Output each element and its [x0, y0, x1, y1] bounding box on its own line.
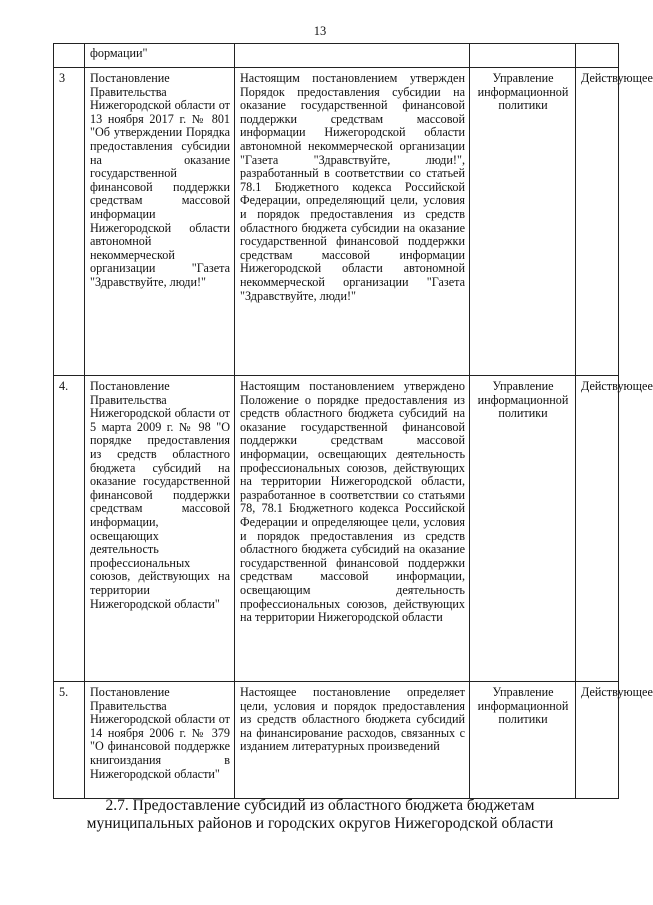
cell-content: Настоящее постановление определяет цели, условия и порядок предоставления из средств областного бюджета субсидий на финансирование расходов, связанных с изданием литературных произведений — [235, 682, 470, 799]
legal-acts-table — [53, 43, 653, 799]
cell-content: Настоящим постановлением утвержден Порядок предоставления субсидии на оказание государственной финансовой поддержки средствам массовой информации Нижегородской области автономной некоммерческой организации "Газета "Здравствуйте, люди!", разработанный в соответствии со статьей 78.1 Бюджетного кодекса Российской Федерации, определяющий цели, условия и порядок предоставления из средств областного бюджета субсидии на оказание государственной финансовой поддержки средствам массовой информации Нижегородской области автономной некоммерческой организации "Газета "Здравствуйте, люди!" — [235, 68, 470, 376]
cell-organization: Управление информационной политики — [470, 68, 576, 376]
cell-status: Действующее — [576, 68, 619, 376]
table-row — [54, 682, 619, 799]
table-row — [54, 68, 619, 376]
cell-organization: Управление информационной политики — [470, 682, 576, 799]
page-number: 13 — [313, 24, 327, 38]
cell-document: Постановление Правительства Нижегородской области от 13 ноября 2017 г. № 801 "Об утверждении Порядка предоставления субсидии на оказание государственной финансовой поддержки средствам массовой информации Нижегородской области автономной некоммерческой организации "Газета "Здравствуйте, люди!" — [85, 68, 235, 376]
cell-content: Настоящим постановлением утверждено Положение о порядке предоставления из средств областного бюджета субсидий на оказание государственной финансовой поддержки средствам массовой информации, освещающих деятельность профессиональных союзов, действующих на территории Нижегородской области, разработанное в соответствии со статьями 78, 78.1 Бюджетного кодекса Российской Федерации и определяющее цели, условия и порядок предоставления из средств областного бюджета субсидий на оказание государственной финансовой поддержки средствам массовой информации, освещающим деятельность профессиональных союзов, действующих на территории Нижегородской области — [235, 376, 470, 682]
cell-organization: Управление информационной политики — [470, 376, 576, 682]
table-row — [54, 44, 619, 68]
cell-number: 4. — [54, 376, 85, 682]
table-row — [54, 376, 619, 682]
cell-status: Действующее — [576, 376, 619, 682]
cell-number: 3 — [54, 68, 85, 376]
cell-content — [235, 44, 470, 68]
cell-status: Действующее — [576, 682, 619, 799]
cell-number — [54, 44, 85, 68]
cell-document: Постановление Правительства Нижегородской области от 14 ноября 2006 г. № 379 "О финансовой поддержке книгоиздания в Нижегородской области" — [85, 682, 235, 799]
cell-document: Постановление Правительства Нижегородской области от 5 марта 2009 г. № 98 "О порядке предоставления из средств областного бюджета субсидий на оказание государственной финансовой поддержки средствам массовой информации, освещающих деятельность профессиональных союзов, действующих на территории Нижегородской области" — [85, 376, 235, 682]
cell-document-continuation: формации" — [85, 44, 235, 68]
cell-status — [576, 44, 619, 68]
cell-number: 5. — [54, 682, 85, 799]
cell-organization — [470, 44, 576, 68]
section-heading: 2.7. Предоставление субсидий из областного бюджета бюджетам муниципальных районов и городских округов Нижегородской области — [86, 797, 554, 832]
